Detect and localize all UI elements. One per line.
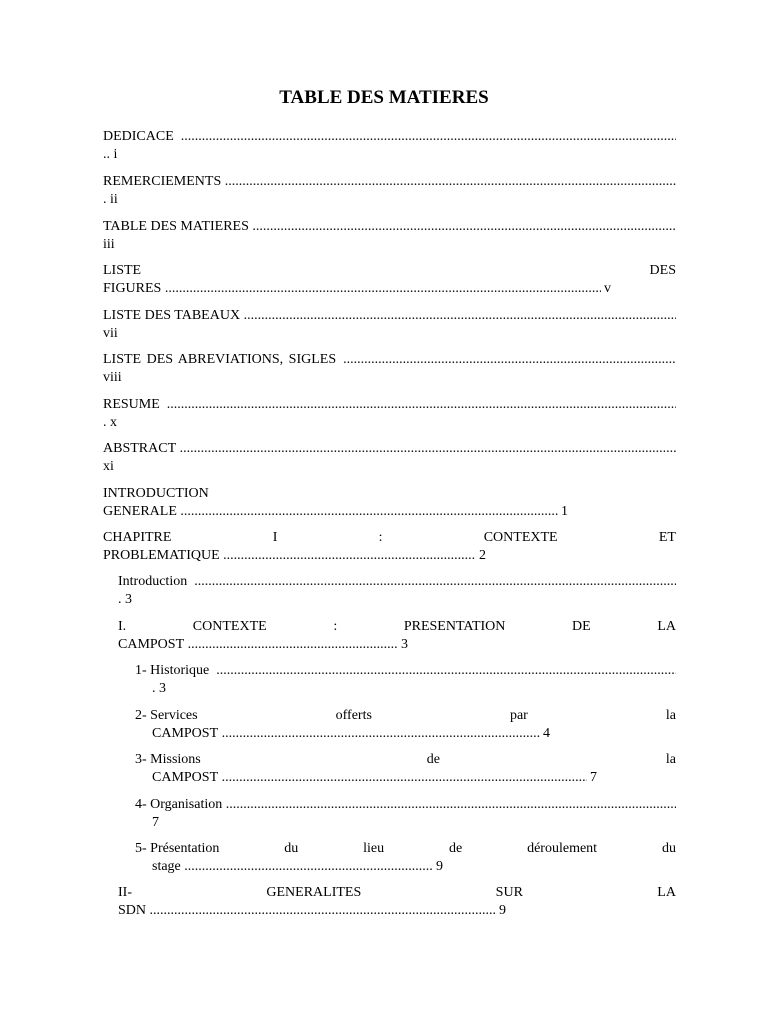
toc-leader-continuation: . <box>118 592 122 607</box>
page-title: TABLE DES MATIERES <box>279 87 489 108</box>
toc-page-number: 2 <box>479 548 486 563</box>
toc-page-number: 3 <box>401 637 408 652</box>
toc-entry-word: CONTEXTE <box>483 530 558 545</box>
toc-entry-introduction[interactable] <box>118 573 676 609</box>
toc-entry-label: RESUME <box>103 397 160 412</box>
toc-leader-dots <box>165 280 601 298</box>
toc-leader-continuation: . <box>103 415 107 430</box>
toc-entry-label: DEDICACE <box>103 129 174 144</box>
toc-entry-word: CONTEXTE <box>192 619 267 634</box>
toc-entry-word: PRESENTATION <box>403 619 506 634</box>
toc-entry-word: du <box>284 841 299 856</box>
toc-entry-word: déroulement <box>527 841 598 856</box>
toc-leader-dots <box>180 503 557 521</box>
toc-page-number: 9 <box>436 859 443 874</box>
toc-entry-label: ABSTRACT <box>103 441 177 456</box>
toc-page-number: viii <box>103 370 122 385</box>
toc-leader-dots <box>150 902 496 920</box>
toc-leader-dots <box>252 218 676 236</box>
toc-entry-abstract[interactable] <box>103 440 676 476</box>
toc-page-number: 9 <box>499 903 506 918</box>
toc-leader-dots <box>222 725 540 743</box>
toc-entry-word: 3- Missions <box>135 752 201 767</box>
toc-entry-word: : <box>333 619 338 634</box>
toc-page-number: 3 <box>159 681 166 696</box>
toc-entry-label: SDN <box>118 903 147 918</box>
toc-entry-label: Introduction <box>118 574 188 589</box>
toc-entry-word: du <box>661 841 676 856</box>
toc-entry-label: FIGURES <box>103 281 162 296</box>
toc-leader-dots <box>181 128 676 146</box>
toc-page-number: 7 <box>590 770 597 785</box>
toc-entry-word: offerts <box>335 708 372 723</box>
toc-entry-word: LA <box>657 885 676 900</box>
toc-entry-label: CAMPOST <box>118 637 185 652</box>
toc-entry-word: ET <box>658 530 676 545</box>
toc-entry-word: DES <box>649 263 676 278</box>
toc-entry-historique[interactable] <box>135 662 676 698</box>
toc-entry-label: REMERCIEMENTS <box>103 174 222 189</box>
toc-entry-liste-des-figures[interactable] <box>103 262 676 298</box>
toc-entry-label: CAMPOST <box>152 770 219 785</box>
toc-entry-label: LISTE DES ABREVIATIONS, SIGLES <box>103 352 337 367</box>
toc-leader-dots <box>222 769 587 787</box>
toc-entry-label: LISTE DES TABEAUX <box>103 308 241 323</box>
toc-page-number: xi <box>103 459 114 474</box>
toc-leader-dots <box>226 796 676 814</box>
toc-entry-word: I <box>272 530 278 545</box>
toc-entry-word: GENERALITES <box>266 885 362 900</box>
toc-page-number: 4 <box>543 726 550 741</box>
toc-entry-word: 5- Présentation <box>135 841 220 856</box>
toc-entry-word: 2- Services <box>135 708 198 723</box>
toc-entry-services[interactable] <box>135 707 676 743</box>
toc-leader-dots <box>167 396 676 414</box>
toc-entry-label: stage <box>152 859 181 874</box>
toc-entry-word: SUR <box>495 885 523 900</box>
toc-entry-missions[interactable] <box>135 751 676 787</box>
toc-entry-word: la <box>665 708 676 723</box>
toc-leader-dots <box>216 662 676 680</box>
toc-entry-word: II- <box>118 885 132 900</box>
toc-entry-introduction-generale[interactable] <box>103 485 676 521</box>
toc-entry-resume[interactable] <box>103 396 676 432</box>
toc-entry-liste-des-tableaux[interactable] <box>103 307 676 343</box>
toc-entry-label: GENERALE <box>103 504 177 519</box>
toc-entry-word: DE <box>572 619 591 634</box>
toc-entry-label: CAMPOST <box>152 726 219 741</box>
toc-leader-dots <box>184 858 432 876</box>
toc-page-number: vii <box>103 326 118 341</box>
toc-leader-dots <box>194 573 676 591</box>
toc-entry-word: de <box>426 752 440 767</box>
toc-page-number: 3 <box>125 592 132 607</box>
toc-entry-word: la <box>665 752 676 767</box>
toc-leader-continuation: . <box>103 192 107 207</box>
toc-entry-contexte-campost[interactable] <box>118 618 676 654</box>
toc-entry-presentation-lieu[interactable] <box>135 840 676 876</box>
toc-page-number: i <box>113 147 118 162</box>
toc-leader-dots <box>188 636 398 654</box>
toc-entry-word: LA <box>657 619 676 634</box>
toc-entry-chapitre-1[interactable] <box>103 529 676 565</box>
toc-leader-dots <box>223 547 475 565</box>
toc-entry-liste-des-abreviations[interactable] <box>103 351 676 387</box>
toc-entry-word: I. <box>118 619 127 634</box>
toc-entry-word: LISTE <box>103 263 142 278</box>
toc-entry-label: 1- Historique <box>135 663 210 678</box>
toc-entry-remerciements[interactable] <box>103 173 676 209</box>
toc-leader-continuation: .. <box>103 147 110 162</box>
toc-leader-continuation: . <box>152 681 156 696</box>
toc-page-number: iii <box>103 237 115 252</box>
toc-page-number: x <box>110 415 117 430</box>
toc-entry-label: TABLE DES MATIERES <box>103 219 249 234</box>
toc-page-number: 7 <box>152 815 159 830</box>
toc-leader-dots <box>343 351 676 369</box>
toc-leader-dots <box>244 307 676 325</box>
toc-entry-label: INTRODUCTION <box>103 486 209 501</box>
toc-page-number: ii <box>110 192 118 207</box>
toc-entry-word: de <box>449 841 463 856</box>
toc-entry-table-des-matieres[interactable] <box>103 218 676 254</box>
toc-entry-word: par <box>509 708 528 723</box>
toc-entry-label: PROBLEMATIQUE <box>103 548 220 563</box>
toc-page-number: v <box>604 281 611 296</box>
toc-entry-word: lieu <box>363 841 385 856</box>
toc-entry-label: 4- Organisation <box>135 797 223 812</box>
toc-entry-organisation[interactable] <box>135 796 676 832</box>
toc-entry-word: CHAPITRE <box>103 530 172 545</box>
toc-page-number: 1 <box>561 504 568 519</box>
toc-entry-word: : <box>378 530 383 545</box>
toc-entry-generalites-sdn[interactable] <box>118 884 676 920</box>
toc-leader-dots <box>180 440 676 458</box>
toc-leader-dots <box>225 173 676 191</box>
toc-entry-dedicace[interactable] <box>103 128 676 164</box>
